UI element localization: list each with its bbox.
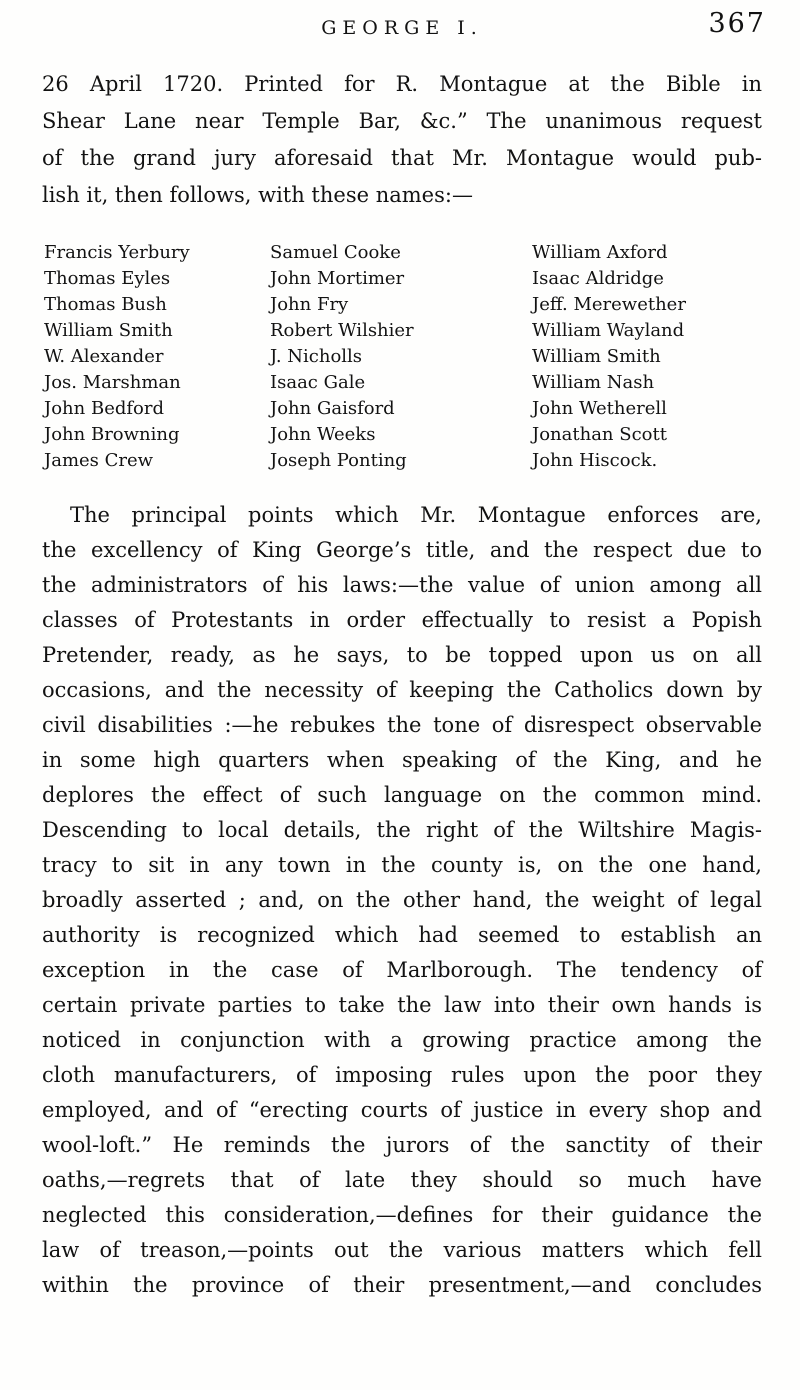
text-line: 26 April 1720. Printed for R. Montague at the Bible in [42, 72, 762, 96]
jury-name: John Mortimer [270, 268, 405, 289]
jury-name: Jos. Marshman [44, 372, 181, 393]
text-line: employed, and of “erecting courts of justice in every shop and [42, 1098, 762, 1122]
jury-name-column-1 [44, 240, 270, 474]
jury-name: Thomas Bush [44, 294, 167, 315]
jury-name: Jeff. Merewether [532, 294, 686, 315]
text-line: occasions, and the necessity of keeping the Catholics down by [42, 678, 762, 702]
text-line: neglected this consideration,—defines for their guidance the [42, 1203, 762, 1227]
jury-name: James Crew [44, 450, 154, 471]
page-header [42, 8, 766, 44]
jury-name: Thomas Eyles [44, 268, 171, 289]
jury-name: Joseph Ponting [270, 450, 407, 471]
text-line: oaths,—regrets that of late they should so much have [42, 1168, 762, 1192]
text-line: law of treason,—points out the various matters which fell [42, 1238, 762, 1262]
jury-name-list [44, 240, 762, 474]
text-line: certain private parties to take the law into their own hands is [42, 993, 762, 1017]
jury-name: Jonathan Scott [532, 424, 667, 445]
jury-name-column-2 [270, 240, 532, 474]
jury-name: William Wayland [532, 320, 685, 341]
text-line: classes of Protestants in order effectually to resist a Popish [42, 608, 762, 632]
text-line: in some high quarters when speaking of the King, and he [42, 748, 762, 772]
text-line: within the province of their presentment,—and concludes [42, 1273, 762, 1297]
intro-paragraph [42, 66, 762, 214]
text-line: of the grand jury aforesaid that Mr. Montague would pub- [42, 146, 762, 170]
text-line: deplores the effect of such language on the common mind. [42, 783, 762, 807]
text-line: civil disabilities :—he rebukes the tone of disrespect observable [42, 713, 762, 737]
jury-name-column-3 [532, 240, 762, 474]
jury-name: J. Nicholls [270, 346, 363, 367]
page-number: 367 [708, 8, 766, 39]
jury-name: John Gaisford [270, 398, 395, 419]
jury-name: John Browning [44, 424, 180, 445]
text-line: Shear Lane near Temple Bar, &c.” The unanimous request [42, 109, 762, 133]
jury-name: John Hiscock. [532, 450, 658, 471]
jury-name: Isaac Aldridge [532, 268, 664, 289]
jury-name: John Weeks [270, 424, 376, 445]
jury-name: William Smith [532, 346, 661, 367]
running-title: GEORGE I. [321, 17, 483, 39]
text-line: broadly asserted ; and, on the other hand, the weight of legal [42, 888, 762, 912]
jury-name: W. Alexander [44, 346, 164, 367]
jury-name: William Nash [532, 372, 655, 393]
text-line: Pretender, ready, as he says, to be topped upon us on all [42, 643, 762, 667]
text-line: The principal points which Mr. Montague enforces are, [70, 503, 762, 527]
text-line: exception in the case of Marlborough. The tendency of [42, 958, 762, 982]
text-line: authority is recognized which had seemed to establish an [42, 923, 762, 947]
jury-name: William Axford [532, 242, 668, 263]
text-line: Descending to local details, the right of the Wiltshire Magis- [42, 818, 762, 842]
text-line: lish it, then follows, with these names:— [42, 183, 473, 207]
jury-name: John Fry [270, 294, 349, 315]
jury-name: Samuel Cooke [270, 242, 401, 263]
text-line: the excellency of King George’s title, and the respect due to [42, 538, 762, 562]
text-line: cloth manufacturers, of imposing rules upon the poor they [42, 1063, 762, 1087]
text-line: the administrators of his laws:—the value of union among all [42, 573, 762, 597]
main-paragraph [42, 498, 762, 1303]
jury-name: John Wetherell [532, 398, 667, 419]
jury-name: John Bedford [44, 398, 164, 419]
text-line: wool-loft.” He reminds the jurors of the sanctity of their [42, 1133, 762, 1157]
text-line: noticed in conjunction with a growing practice among the [42, 1028, 762, 1052]
jury-name: Isaac Gale [270, 372, 366, 393]
text-line: tracy to sit in any town in the county is, on the one hand, [42, 853, 762, 877]
jury-name: William Smith [44, 320, 173, 341]
jury-name: Robert Wilshier [270, 320, 414, 341]
jury-name: Francis Yerbury [44, 242, 190, 263]
